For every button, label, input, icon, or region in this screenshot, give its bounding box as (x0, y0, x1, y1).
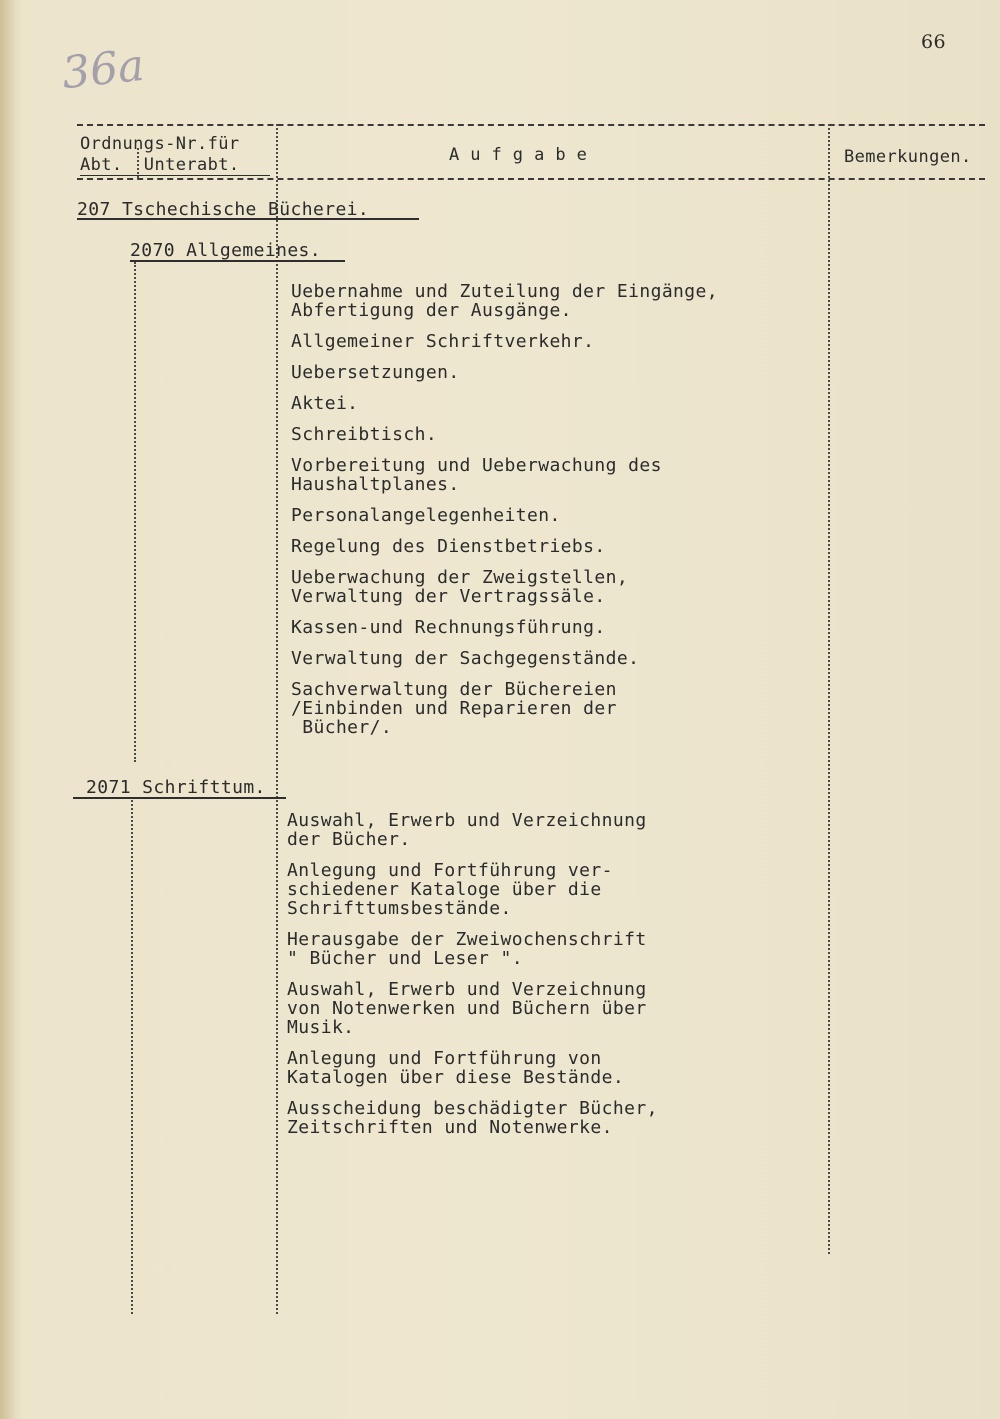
header-col1-line1: Ordnungs-Nr.für (80, 134, 240, 154)
header-col2: A u f g a b e (449, 145, 588, 165)
task-list-2071 (287, 811, 807, 1149)
column-divider-right (828, 124, 830, 1254)
task-item: Aktei. (291, 393, 359, 414)
task-item: Anlegung und Fortführung von Katalogen über diese Bestände. (287, 1048, 625, 1088)
subsection-divider-lower (131, 800, 133, 1314)
header-bottom-rule (77, 178, 985, 180)
task-item: Uebernahme und Zuteilung der Eingänge, Abfertigung der Ausgänge. (291, 281, 719, 321)
task-item: Sachverwaltung der Büchereien /Einbinden und Reparieren der Bücher/. (291, 679, 617, 738)
task-item: Regelung des Dienstbetriebs. (291, 536, 606, 557)
header-col3: Bemerkungen. (844, 147, 972, 167)
task-item: Herausgabe der Zweiwochenschrift " Bücher und Leser ". (287, 929, 647, 969)
task-item: Personalangelegenheiten. (291, 505, 561, 526)
task-item: Uebersetzungen. (291, 362, 460, 383)
paper-edge (0, 0, 14, 1419)
subsection-title-2070-underline (130, 260, 345, 262)
column-divider-left (276, 124, 278, 1314)
task-item: Verwaltung der Sachgegenstände. (291, 648, 640, 669)
header-col1-underline (80, 175, 270, 176)
task-item: Kassen-und Rechnungsführung. (291, 617, 606, 638)
handwritten-note: 36a (59, 39, 147, 100)
task-item: Vorbereitung und Ueberwachung des Haushaltplanes. (291, 455, 662, 495)
task-item: Ueberwachung der Zweigstellen, Verwaltung der Vertragssäle. (291, 567, 629, 607)
task-item: Auswahl, Erwerb und Verzeichnung von Notenwerken und Büchern über Musik. (287, 979, 647, 1038)
header-col1-line2: Abt. Unterabt. (80, 155, 240, 175)
task-item: Auswahl, Erwerb und Verzeichnung der Bücher. (287, 810, 647, 850)
subsection-title-2071: 2071 Schrifttum. (86, 777, 266, 798)
page-number: 66 (921, 31, 946, 53)
task-item: Allgemeiner Schriftverkehr. (291, 331, 595, 352)
header-abt-divider (137, 148, 139, 178)
section-title-underline (77, 218, 419, 220)
section-title: 207 Tschechische Bücherei. (77, 199, 370, 220)
subsection-title-2071-underline (73, 797, 286, 799)
subsection-title-2070: 2070 Allgemeines. (130, 240, 322, 261)
subsection-divider-upper (134, 262, 136, 762)
header-top-rule (77, 124, 985, 126)
task-item: Schreibtisch. (291, 424, 438, 445)
task-item: Anlegung und Fortführung ver- schiedener Kataloge über die Schrifttumsbestände. (287, 860, 613, 919)
task-item: Ausscheidung beschädigter Bücher, Zeitschriften und Notenwerke. (287, 1098, 658, 1138)
task-list-2070 (291, 282, 811, 749)
